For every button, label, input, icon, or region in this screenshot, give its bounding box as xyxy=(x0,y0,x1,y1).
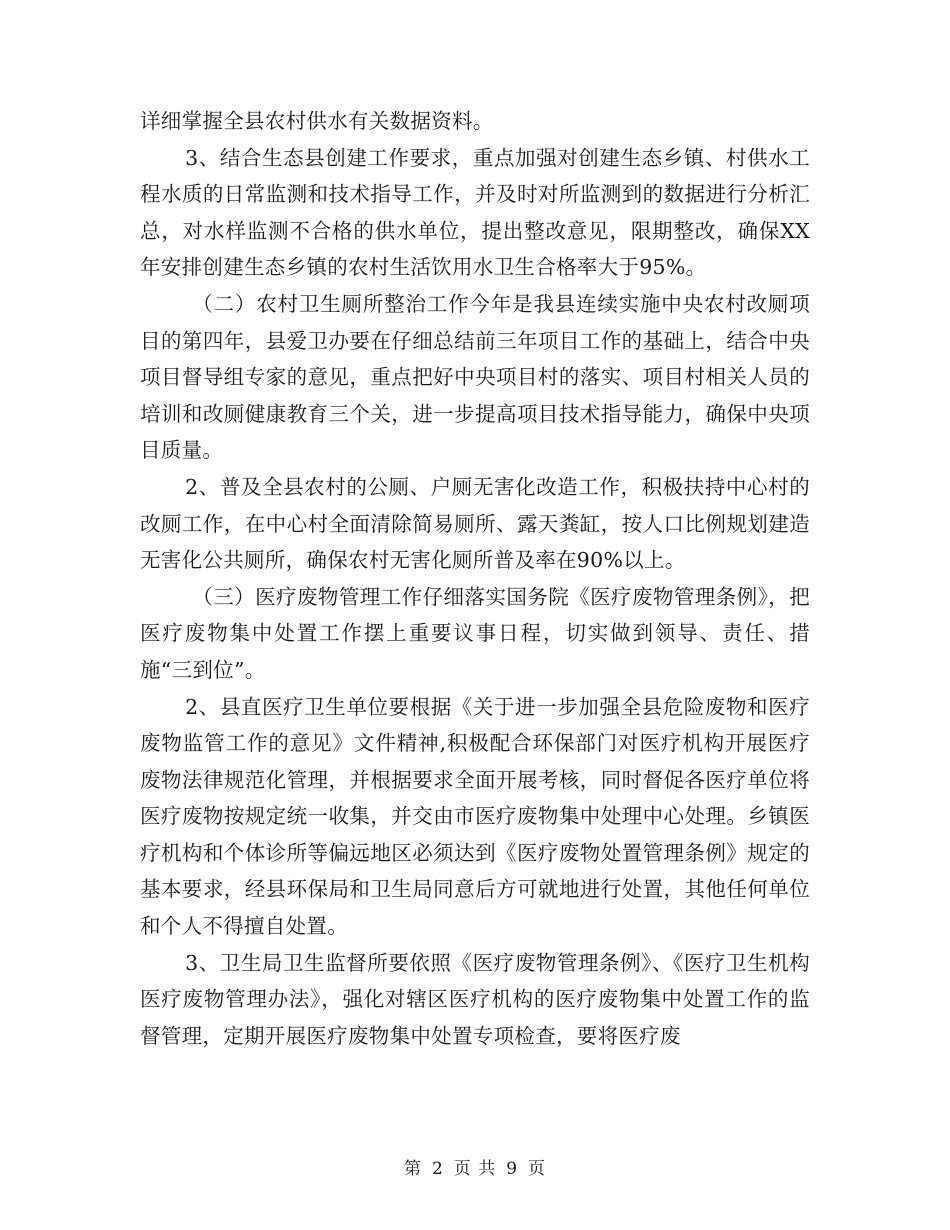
footer-suffix: 页 xyxy=(528,1159,547,1179)
paragraph-section-2-toilet-renovation: （二）农村卫生厕所整治工作今年是我县连续实施中央农村改厕项目的第四年，县爱卫办要在仔细总结前三年项目工作的基础上，结合中央项目督导组专家的意见，重点把好中央项目村的落实、项目村相关人员的培训和改厕健康教育三个关，进一步提高项目技术指导能力，确保中央项目质量。 xyxy=(140,291,810,463)
document-body xyxy=(140,103,810,1054)
footer-total-pages: 9 xyxy=(506,1159,519,1179)
paragraph-item-2-toilet-popularization: 2、普及全县农村的公厕、户厕无害化改造工作，积极扶持中心村的改厕工作，在中心村全面清除简易厕所、露天粪缸，按人口比例规划建造无害化公共厕所，确保农村无害化厕所普及率在90%以上。 xyxy=(140,474,810,573)
footer-middle: 页 共 xyxy=(453,1159,497,1179)
footer-page-number: 2 xyxy=(431,1159,444,1179)
paragraph-item-3-supervision: 3、卫生局卫生监督所要依照《医疗废物管理条例》、《医疗卫生机构医疗废物管理办法》，强化对辖区医疗机构的医疗废物集中处置工作的监督管理，定期开展医疗废物集中处置专项检查，要将医疗废 xyxy=(140,950,810,1048)
paragraph-item-2-medical-units: 2、县直医疗卫生单位要根据《关于进一步加强全县危险废物和医疗废物监管工作的意见》文件精神,积极配合环保部门对医疗机构开展医疗废物法律规范化管理，并根据要求全面开展考核，同时督促各医疗单位将医疗废物按规定统一收集，并交由市医疗废物集中处理中心处理。乡镇医疗机构和个体诊所等偏远地区必须达到《医疗废物处置管理条例》规定的基本要求，经县环保局和卫生局同意后方可就地进行处置，其他任何单位和个人不得擅自处置。 xyxy=(140,694,810,939)
paragraph-item-3-water-quality: 3、结合生态县创建工作要求，重点加强对创建生态乡镇、村供水工程水质的日常监测和技术指导工作，并及时对所监测到的数据进行分析汇总，对水样监测不合格的供水单位，提出整改意见，限期整改，确保XX年安排创建生态乡镇的农村生活饮用水卫生合格率大于95%。 xyxy=(140,145,810,280)
page-footer xyxy=(0,1154,950,1179)
footer-prefix: 第 xyxy=(403,1159,422,1179)
paragraph-continuation: 详细掌握全县农村供水有关数据资料。 xyxy=(140,109,494,133)
paragraph-section-3-medical-waste: （三）医疗废物管理工作仔细落实国务院《医疗废物管理条例》，把医疗废物集中处置工作摆上重要议事日程，切实做到领导、责任、措施“三到位”。 xyxy=(140,584,810,682)
